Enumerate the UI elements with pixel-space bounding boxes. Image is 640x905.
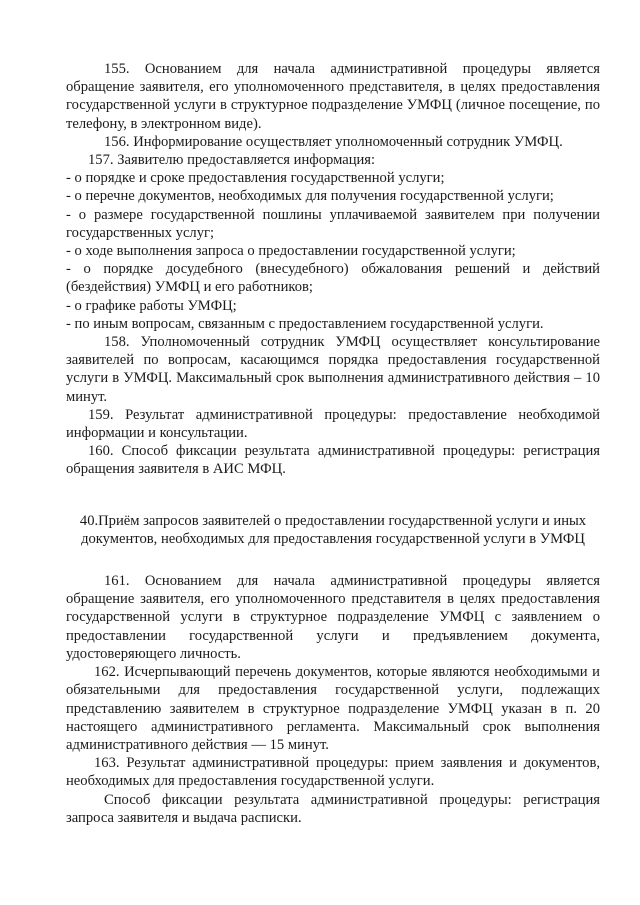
document-body xyxy=(66,60,600,827)
paragraph-156: 156. Информирование осуществляет уполномоченный сотрудник УМФЦ. xyxy=(104,133,563,150)
section-heading-40: 40.Приём запросов заявителей о предоставлении государственной услуги и иных документов, необходимых для предоставления государственной услуги в УМФЦ xyxy=(79,512,587,547)
paragraph-159: 159. Результат административной процедуры: предоставление необходимой информации и консультации. xyxy=(66,406,600,442)
paragraph-155: 155. Основанием для начала административной процедуры является обращение заявителя, его уполномоченного представителя, в целях предоставления государственной услуги в структурное подразделение УМФЦ (личное посещение, по телефону, в электронном виде). xyxy=(66,61,600,132)
spacer xyxy=(66,548,600,572)
paragraph-163-fixation: Способ фиксации результата административной процедуры: регистрация запроса заявителя и выдача расписки. xyxy=(66,791,600,826)
paragraph-163: 163. Результат административной процедуры: прием заявления и документов, необходимых для предоставления государственной услуги. xyxy=(66,755,600,790)
list-item: - о порядке и сроке предоставления государственной услуги; xyxy=(66,170,445,187)
list-item: - о порядке досудебного (внесудебного) обжалования решений и действий (бездействия) УМФЦ и его работников; xyxy=(66,261,600,296)
paragraph-162: 162. Исчерпывающий перечень документов, которые являются необходимыми и обязательными для предоставления государственной услуги, подлежащих представлению заявителем в структурное подразделение УМФЦ указан в п. 20 настоящего административного регламента. Максимальный срок выполнения административного действия — 15 минут. xyxy=(66,664,600,753)
paragraph-160: 160. Способ фиксации результата административной процедуры: регистрация обращения заявителя в АИС МФЦ. xyxy=(66,443,600,478)
list-item: - о размере государственной пошлины уплачиваемой заявителем при получении государственных услуг; xyxy=(66,206,600,241)
list-item: - по иным вопросам, связанным с предоставлением государственной услуги. xyxy=(66,315,544,332)
list-item: - о перечне документов, необходимых для получения государственной услуги; xyxy=(66,188,554,205)
info-list xyxy=(66,169,600,333)
paragraph-157: 157. Заявителю предоставляется информация: xyxy=(88,152,376,169)
list-item: - о графике работы УМФЦ; xyxy=(66,297,237,314)
paragraph-158: 158. Уполномоченный сотрудник УМФЦ осуществляет консультирование заявителей по вопросам, касающимся порядка предоставления государственной услуги в УМФЦ. Максимальный срок выполнения административного действия – 10 минут. xyxy=(66,334,600,405)
list-item: - о ходе выполнения запроса о предоставлении государственной услуги; xyxy=(66,243,516,260)
paragraph-161: 161. Основанием для начала административной процедуры является обращение заявителя, его уполномоченного представителя в целях предоставления государственной услуги в структурное подразделение УМФЦ с заявлением о предоставлении государственной услуги и предъявлением документа, удостоверяющего личность. xyxy=(66,573,600,662)
